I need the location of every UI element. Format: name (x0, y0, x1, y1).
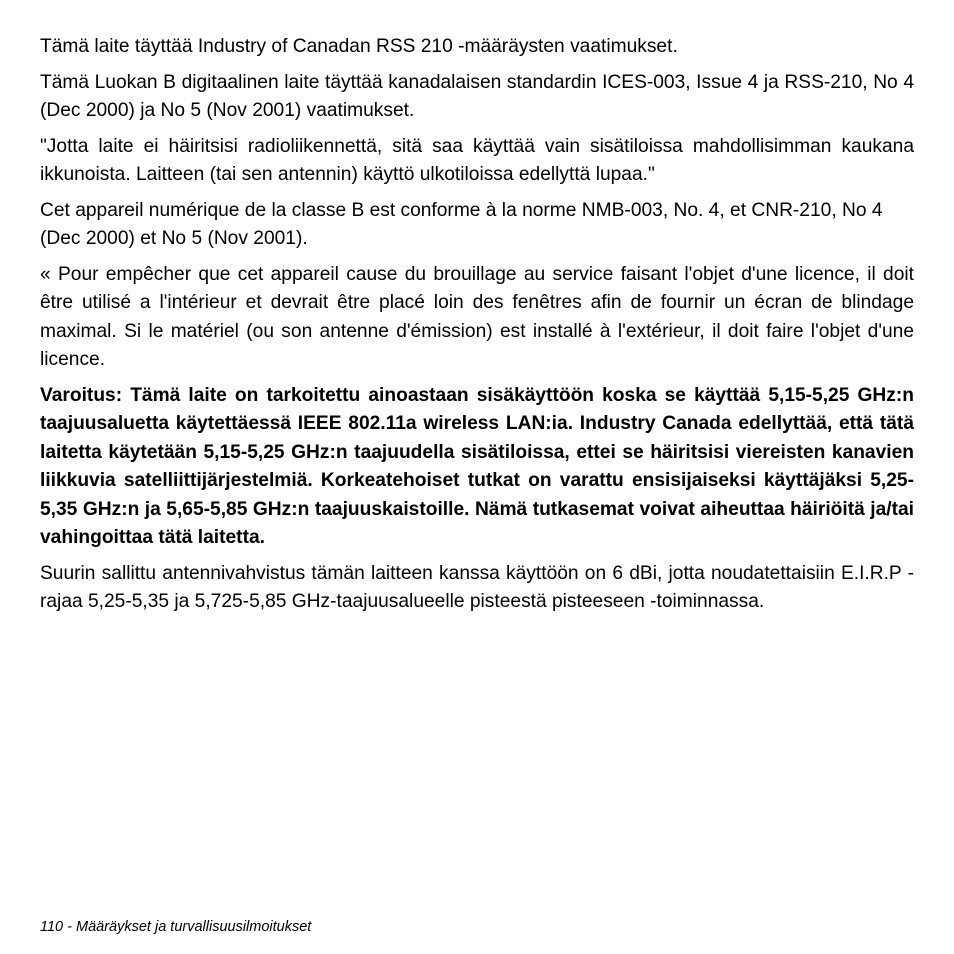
paragraph-rss210-compliance: Tämä laite täyttää Industry of Canadan RSS 210 -määräysten vaatimukset. (40, 36, 678, 57)
paragraph-ices003-compliance-fi: Tämä Luokan B digitaalinen laite täyttää kanadalaisen standardin ICES-003, Issue 4 ja RSS-210, No 4 (Dec 2000) ja No 5 (Nov 2001) vaatimukset. (40, 71, 914, 121)
paragraph-nmb003-compliance-fr: Cet appareil numérique de la classe B est conforme à la norme NMB-003, No. 4, et CNR-210, No 4 (Dec 2000) et No 5 (Nov 2001). (40, 199, 883, 249)
paragraph-indoor-use-notice-fi: "Jotta laite ei häiritsisi radioliikennettä, sitä saa käyttää vain sisätiloissa mahdollisimman kaukana ikkunoista. Laitteen (tai sen antennin) käyttö ulkotiloissa edellyttä lupaa." (40, 135, 914, 185)
paragraph-licence-notice-fr: « Pour empêcher que cet appareil cause du brouillage au service faisant l'objet d'une licence, il doit être utilisé a l'intérieur et devrait être placé loin des fenêtres afin de fournir un écran de blindage maximal. Si le matériel (ou son antenne d'émission) est installé à l'extérieur, il doit faire l'objet d'une licence. (40, 263, 914, 370)
document-body (40, 33, 914, 624)
paragraph-antenna-gain: Suurin sallittu antennivahvistus tämän laitteen kanssa käyttöön on 6 dBi, jotta noudatettaisiin E.I.R.P -rajaa 5,25-5,35 ja 5,725-5,85 GHz-taajuusalueelle pisteestä pisteeseen -toiminnassa. (40, 562, 914, 612)
paragraph-warning: Varoitus: Tämä laite on tarkoitettu ainoastaan sisäkäyttöön koska se käyttää 5,15-5,25 GHz:n taajuusaluetta käytettäessä IEEE 802.11a wireless LAN:ia. Industry Canada edellyttää, että tätä laitetta käytetään 5,15-5,25 GHz:n taajuudella sisätiloissa, ettei se häiritsisi viereisten kanavien liikkuvia satelliittijärjestelmiä. Korkeatehoiset tutkat on varattu ensisijaiseksi käyttäjäksi 5,25-5,35 GHz:n ja 5,65-5,85 GHz:n taajuuskaistoille. Nämä tutkasemat voivat aiheuttaa häiriöitä ja/tai vahingoittaa tätä laitetta. (40, 384, 914, 548)
page-footer: 110 - Määräykset ja turvallisuusilmoitukset (40, 919, 312, 935)
